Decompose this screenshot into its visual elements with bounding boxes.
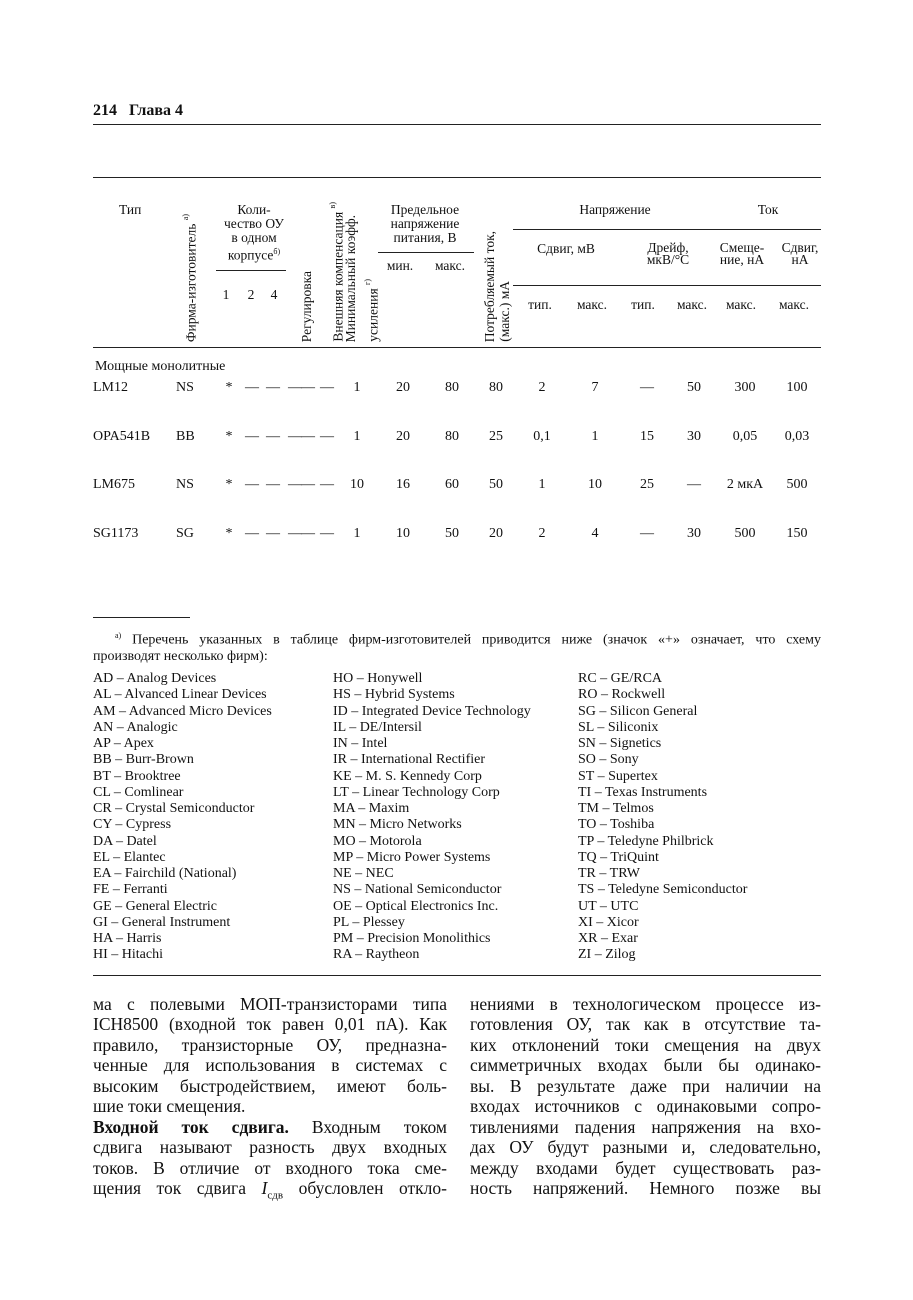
manufacturer-list-item: MA – Maxim <box>333 801 410 816</box>
manufacturer-list-item: SG – Silicon General <box>578 703 698 719</box>
table-cell: * <box>225 428 233 444</box>
table-cell: 1 <box>353 526 361 542</box>
manufacturer-list-item: HO – Honywell <box>333 671 423 686</box>
header-supply-current: Потребляемый ток, <box>482 230 497 342</box>
table-cell: 300 <box>734 380 756 395</box>
body-line: ICH8500 (входной ток равен 0,01 пА). Как <box>93 1014 447 1035</box>
header-max-2: макс. <box>676 297 708 312</box>
manufacturer-list-item: DA – Datel <box>93 833 157 849</box>
body-line: шие токи смещения. <box>93 1096 246 1117</box>
head-rule <box>93 124 821 125</box>
header-supply-max: макс. <box>434 258 466 273</box>
header-offset-mv: Сдвиг, мВ <box>537 241 595 256</box>
body-line: ма с полевыми МОП-транзисторами типа <box>93 994 447 1014</box>
table-cell: 80 <box>445 428 459 444</box>
manufacturer-list-item: ZI – Zilog <box>578 947 636 963</box>
symbol-subscript: сдв <box>267 1189 284 1202</box>
table-cell: — <box>640 380 654 395</box>
table-cell: — <box>687 477 701 493</box>
header-ioffset: Сдвиг, нА <box>781 240 819 267</box>
body-line: тивлениями падения напряжения на вхо- <box>470 1116 821 1137</box>
body-line: дах ОУ будут разными и, следовательно, <box>470 1137 821 1158</box>
table-cell: 150 <box>786 526 808 542</box>
manufacturer-list-item: HS – Hybrid Systems <box>333 687 455 703</box>
header-supply-current-2: (макс.) мА <box>497 281 512 342</box>
table-cell: — <box>288 380 302 395</box>
supply-rule <box>378 252 474 253</box>
header-typ-2: тип. <box>631 297 655 312</box>
table-cell: — <box>266 526 280 542</box>
manufacturer-list-column <box>578 671 747 964</box>
header-current: Ток <box>757 202 779 217</box>
body-line <box>93 1117 447 1137</box>
table-cell: — <box>288 428 302 444</box>
running-head <box>93 102 183 120</box>
manufacturer-list-item: MN – Micro Networks <box>333 817 462 833</box>
manufacturer-list-item: GI – General Instrument <box>93 914 231 930</box>
count-4: 4 <box>270 287 278 302</box>
table-cell: 1 <box>353 380 361 395</box>
cell-type: OPA541B <box>93 428 151 444</box>
table-cell: — <box>245 477 259 493</box>
manufacturer-list-item: AP – Apex <box>93 736 154 751</box>
body-line: ность напряжений. Немного позже вы <box>470 1178 821 1199</box>
table-cell: — <box>301 428 315 444</box>
header-manufacturer: Фирма-изготовитель $^{а)}$ <box>181 213 199 342</box>
table-cell: — <box>301 526 315 542</box>
count-2: 2 <box>247 287 255 302</box>
table-cell: 500 <box>786 477 808 493</box>
cell-type: LM675 <box>93 477 135 493</box>
header-typ-1: тип. <box>528 297 552 312</box>
table-cell: — <box>288 526 302 542</box>
cell-manufacturer: SG <box>176 526 194 542</box>
table-cell: 10 <box>350 477 364 493</box>
table-cell: 2 <box>538 526 546 542</box>
section-label: Мощные монолитные <box>95 359 226 374</box>
header-max-4: макс. <box>778 297 810 312</box>
table-cell: * <box>225 477 233 493</box>
chapter-title: Глава 4 <box>129 102 183 119</box>
table-cell: 2 <box>538 380 546 395</box>
table-cell: — <box>320 526 334 542</box>
manufacturer-list-item: OE – Optical Electronics Inc. <box>333 898 499 914</box>
table-cell: 50 <box>687 380 701 395</box>
table-cell: 15 <box>640 428 654 444</box>
manufacturer-list-item: ST – Supertex <box>578 768 658 784</box>
table-cell: 0,03 <box>784 428 810 444</box>
manufacturer-list-item: TQ – TriQuint <box>578 849 659 865</box>
cell-manufacturer: NS <box>176 477 194 493</box>
manufacturer-list-item: IR – International Rectifier <box>333 752 485 768</box>
paragraph-heading: Входной ток сдвига. <box>93 1116 289 1137</box>
manufacturer-list-item: KE – M. S. Kennedy Corp <box>333 768 482 784</box>
table-cell: 20 <box>489 526 503 542</box>
table-cell: — <box>245 380 259 395</box>
manufacturer-list-item: PM – Precision Monolithics <box>333 931 491 946</box>
manufacturer-list-item: RO – Rockwell <box>578 687 666 703</box>
table-header-rule <box>93 347 821 348</box>
table-cell: 25 <box>489 428 503 444</box>
table-cell: 20 <box>396 428 410 444</box>
sub-rule <box>513 285 821 286</box>
manufacturer-list-item: RA – Raytheon <box>333 947 420 963</box>
body-line: высоким быстродействием, имеют боль- <box>93 1075 447 1096</box>
manufacturer-list-item: SN – Signetics <box>578 736 662 751</box>
footnote-end-rule <box>93 975 821 976</box>
header-min-gain-2: усиления $^{г)}$ <box>363 279 381 342</box>
manufacturer-list-item: HI – Hitachi <box>93 947 163 963</box>
body-line: правило, транзисторные ОУ, предназна- <box>93 1034 447 1055</box>
body-line: входах источников с одинаковыми сопро- <box>470 1096 821 1117</box>
header-bias: Смеще- ние, нА <box>719 240 765 267</box>
manufacturer-list-item: MO – Motorola <box>333 833 422 849</box>
header-supply-min: мин. <box>386 258 414 273</box>
table-cell: — <box>266 380 280 395</box>
table-cell: 500 <box>734 526 756 542</box>
count-1: 1 <box>222 287 230 302</box>
footnote-rule <box>93 617 190 618</box>
header-ext-comp: Внешняя компенсация $^{в)}$ <box>328 202 346 342</box>
table-cell: — <box>301 477 315 493</box>
body-line: симметричных входах были бы одинако- <box>470 1055 821 1076</box>
body-line: токов. В отличие от входного тока сме- <box>93 1157 447 1178</box>
count-rule <box>216 270 286 271</box>
table-cell: 100 <box>786 380 808 395</box>
manufacturer-list-item: XR – Exar <box>578 931 638 946</box>
table-cell: — <box>320 380 334 395</box>
manufacturer-list-column <box>93 671 272 964</box>
manufacturer-list-item: EA – Fairchild (National) <box>93 866 237 881</box>
manufacturer-list-item: SO – Sony <box>578 752 639 768</box>
manufacturer-list-item: AN – Analogic <box>93 719 178 735</box>
header-min-gain: Минимальный коэфф. <box>343 214 358 342</box>
manufacturer-list-item: TO – Toshiba <box>578 817 655 833</box>
table-cell: 7 <box>591 380 599 395</box>
body-text-span: Входным током <box>288 1116 447 1137</box>
table-cell: 80 <box>489 380 503 395</box>
table-cell: — <box>245 526 259 542</box>
cell-manufacturer: BB <box>176 428 195 444</box>
table-cell: 30 <box>687 428 701 444</box>
body-line: между входами будет существовать раз- <box>470 1157 821 1178</box>
manufacturer-list-item: BB – Burr-Brown <box>93 752 194 768</box>
header-count: Коли- чество ОУ в одном корпусе$^{б)}$ <box>224 202 284 263</box>
body-text-span: щения ток сдвига <box>93 1178 262 1199</box>
table-cell: 25 <box>640 477 654 493</box>
body-text-span: обусловлен откло- <box>283 1178 447 1199</box>
body-line: нениями в технологическом процессе из- <box>470 994 821 1014</box>
manufacturer-list-item: EL – Elantec <box>93 849 166 865</box>
manufacturer-list-item: GE – General Electric <box>93 898 217 914</box>
page-number: 214 <box>93 102 117 119</box>
body-line: вы. В результате даже при наличии на <box>470 1075 821 1096</box>
footnote-text: $^{а)}$ Перечень указанных в таблице фирм-изготовителей приводится ниже (значок «+» означает, что схему производят несколько фирм): <box>93 631 821 664</box>
manufacturer-list-item: CY – Cypress <box>93 817 172 833</box>
table-cell: 16 <box>396 477 410 493</box>
manufacturer-list-item: TM – Telmos <box>578 801 654 816</box>
body-line: сдвига называют разность двух входных <box>93 1137 447 1158</box>
manufacturer-list-item: LT – Linear Technology Corp <box>333 784 500 800</box>
manufacturer-list-item: NE – NEC <box>333 866 394 881</box>
table-cell: — <box>288 477 302 493</box>
table-cell: 1 <box>538 477 546 493</box>
header-max-3: макс. <box>725 297 757 312</box>
table-cell: 2 мкА <box>726 477 764 493</box>
table-cell: — <box>640 526 654 542</box>
table-cell: 0,1 <box>533 428 551 444</box>
table-cell: 50 <box>445 526 459 542</box>
table-top-rule <box>93 177 821 178</box>
table-cell: 30 <box>687 526 701 542</box>
manufacturer-list-item: NS – National Semiconductor <box>333 882 502 898</box>
manufacturer-list-item: ID – Integrated Device Technology <box>333 703 531 719</box>
manufacturer-list-item: AL – Alvanced Linear Devices <box>93 687 267 703</box>
header-voltage: Напряжение <box>579 202 651 217</box>
table-cell: — <box>301 380 315 395</box>
manufacturer-list-item: SL – Siliconix <box>578 719 659 735</box>
table-cell: * <box>225 380 233 395</box>
manufacturer-list-item: CL – Comlinear <box>93 784 184 800</box>
manufacturer-list-item: TP – Teledyne Philbrick <box>578 833 714 849</box>
manufacturer-list-column <box>333 671 531 964</box>
header-drift: Дрейф, мкВ/°С <box>646 240 690 267</box>
manufacturer-list-item: BT – Brooktree <box>93 768 181 784</box>
manufacturer-list-item: IN – Intel <box>333 736 388 751</box>
header-max-1: макс. <box>576 297 608 312</box>
table-cell: 10 <box>396 526 410 542</box>
header-supply: Предельное напряжение питания, В <box>390 202 460 245</box>
manufacturer-list-item: UT – UTC <box>578 898 639 914</box>
header-trim: Регулировка <box>299 270 314 342</box>
manufacturer-list-item: PL – Plessey <box>333 914 405 930</box>
group-rule <box>513 229 821 230</box>
manufacturer-list-item: AD – Analog Devices <box>93 671 217 686</box>
table-cell: — <box>266 477 280 493</box>
table-cell: — <box>320 477 334 493</box>
manufacturer-list-item: IL – DE/Intersil <box>333 719 422 735</box>
table-cell: 1 <box>353 428 361 444</box>
manufacturer-list-item: HA – Harris <box>93 931 162 946</box>
manufacturer-list-item: TR – TRW <box>578 866 640 881</box>
table-cell: 20 <box>396 380 410 395</box>
manufacturer-list-item: CR – Crystal Semiconductor <box>93 801 255 816</box>
cell-type: LM12 <box>93 380 128 395</box>
body-line: ченные для использования в системах с <box>93 1055 447 1076</box>
manufacturer-list-item: AM – Advanced Micro Devices <box>93 703 272 719</box>
table-cell: * <box>225 526 233 542</box>
body-line: ких отклонений токи смещения на двух <box>470 1034 821 1055</box>
table-cell: — <box>320 428 334 444</box>
manufacturer-list-item: TS – Teledyne Semiconductor <box>578 882 748 898</box>
manufacturer-list-item: XI – Xicor <box>578 914 639 930</box>
body-line <box>93 1178 447 1206</box>
table-cell: 0,05 <box>732 428 758 444</box>
manufacturer-list-item: TI – Texas Instruments <box>578 784 708 800</box>
manufacturer-list-item: RC – GE/RCA <box>578 671 663 686</box>
cell-manufacturer: NS <box>176 380 194 395</box>
table-cell: 1 <box>591 428 599 444</box>
cell-type: SG1173 <box>93 526 139 542</box>
table-cell: 60 <box>445 477 459 493</box>
table-cell: — <box>266 428 280 444</box>
table-cell: 10 <box>588 477 602 493</box>
symbol: I <box>261 1178 268 1199</box>
table-cell: 50 <box>489 477 503 493</box>
manufacturer-list-item: FE – Ferranti <box>93 882 168 898</box>
header-type: Тип <box>119 202 142 217</box>
body-line: готовления ОУ, так как в отсутствие та- <box>470 1014 821 1035</box>
table-cell: — <box>245 428 259 444</box>
manufacturer-list-item: MP – Micro Power Systems <box>333 849 491 865</box>
table-cell: 4 <box>591 526 599 542</box>
table-cell: 80 <box>445 380 459 395</box>
